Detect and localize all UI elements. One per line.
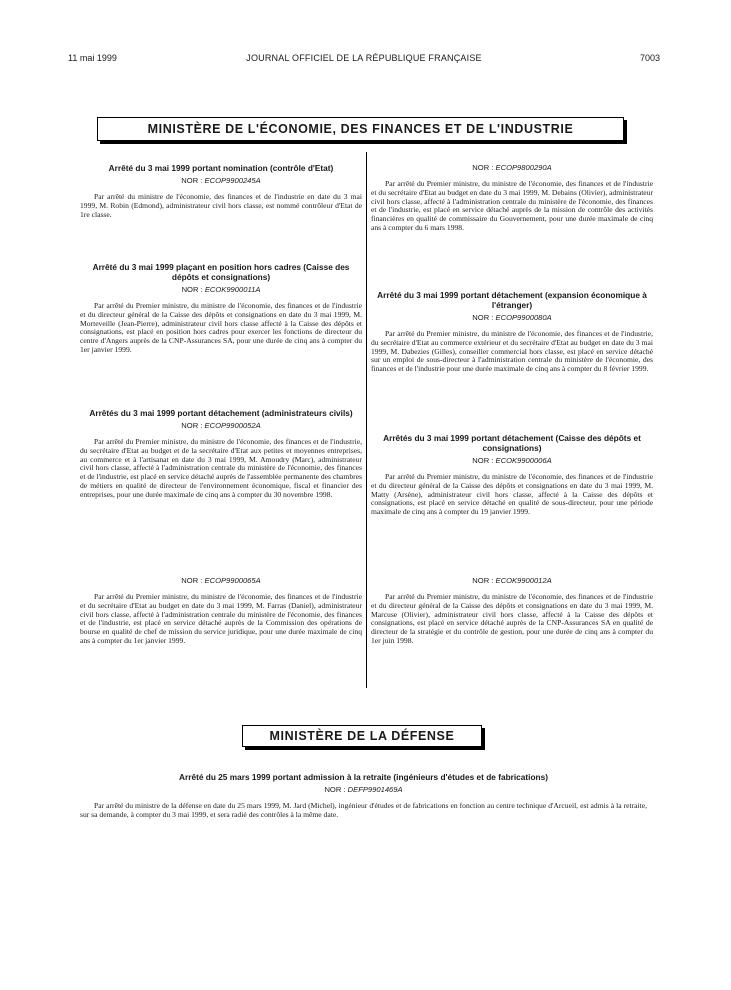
article	[80, 262, 362, 355]
nor-code: ECOK9900012A	[495, 576, 552, 585]
nor-code: ECOP9900080A	[495, 313, 552, 322]
article	[371, 576, 653, 646]
nor-code: ECOP9800290A	[495, 163, 552, 172]
nor-reference: NOR : DEFP9901469A	[324, 785, 403, 794]
article-body: Par arrêté du Premier ministre, du ministre de l'économie, des finances et de l'industrie et du directeur général de la Caisse des dépôts et consignations en date du 3 mai 1999, M. Matty (Arsène), administrateur civil hors classe, affecté à la Caisse des dépôts et consignations, est placé en service détaché en qualité de sous-directeur, pour une période maximale de cinq ans à compter du 19 janvier 1999.	[371, 472, 653, 517]
nor-reference: NOR : ECOK9900006A	[472, 456, 552, 465]
article-body: Par arrêté du Premier ministre, du ministre de l'économie, des finances et de l'industrie et du secrétaire d'Etat au budget en date du 3 mai 1999, M. Farras (Daniel), administrateur civil hors classe, affecté à l'administration centrale du ministère de l'économie, des finances et de l'industrie, est placé en service détaché auprès de la Commission des opérations de bourse en qualité de chef de mission du service juridique, pour une durée maximale de cinq ans à compter du 1er janvier 1999.	[80, 592, 362, 645]
nor-code: ECOK9900006A	[495, 456, 552, 465]
article	[371, 290, 653, 374]
nor-reference: NOR : ECOK9900012A	[472, 576, 552, 585]
nor-reference: NOR : ECOP9900052A	[181, 421, 261, 430]
nor-reference: NOR : ECOP9900080A	[472, 313, 552, 322]
article	[371, 163, 653, 233]
nor-code: ECOP9900052A	[204, 421, 261, 430]
issue-date: 11 mai 1999	[68, 53, 117, 63]
nor-reference: NOR : ECOP9900245A	[181, 176, 261, 185]
ministry-heading-label: MINISTÈRE DE LA DÉFENSE	[269, 729, 455, 743]
ministry-heading-defense	[242, 725, 482, 747]
article-title: Arrêtés du 3 mai 1999 portant détachement (Caisse des dépôts et consignations)	[383, 433, 641, 453]
nor-reference: NOR : ECOP9900065A	[181, 576, 261, 585]
journal-title: JOURNAL OFFICIEL DE LA RÉPUBLIQUE FRANÇAISE	[246, 53, 482, 63]
article-body: Par arrêté du Premier ministre, du ministre de l'économie, des finances et de l'industrie, du secrétaire d'Etat au budget et de la secrétaire d'Etat aux petites et moyennes entreprises, au commerce et à l'artisanat en date du 3 mai 1999, M. Amoudry (Marc), administrateur civil hors classe, affecté à l'administration centrale du ministère de l'économie, des finances et de l'industrie, est placé en service détaché auprès de l'assemblée permanente des chambres de métiers en qualité de directeur de l'environnement économique, fiscal et financier des entreprises, pour une durée maximale de cinq ans à compter du 30 novembre 1998.	[80, 437, 362, 499]
article-body: Par arrêté du Premier ministre, du ministre de l'économie, des finances et de l'industrie, du secrétaire d'Etat au commerce extérieur et du secrétaire d'Etat au budget en date du 3 mai 1999, M. Dabezies (Gilles), conseiller commercial hors classe, est placé en service détaché sur un emploi de sous-directeur à l'administration centrale du ministère de l'économie, des finances et de l'industrie pour une durée maximale de cinq ans à compter du 8 février 1999.	[371, 329, 653, 374]
column-divider	[366, 152, 367, 688]
article-body: Par arrêté du ministre de la défense en date du 25 mars 1999, M. Jard (Michel), ingénieur d'études et de fabrications en fonction au centre technique d'Arcueil, est admis à la retraite, sur sa demande, à compter du 3 mai 1999, et sera radié des contrôles à la même date.	[80, 801, 647, 819]
nor-reference: NOR : ECOK9900011A	[181, 285, 261, 294]
article	[80, 576, 362, 646]
article-body: Par arrêté du Premier ministre, du ministre de l'économie, des finances et de l'industrie et du secrétaire d'Etat au budget en date du 3 mai 1999, M. Debains (Olivier), administrateur civil hors classe, affecté à l'administration centrale du ministère de l'économie, des finances et de l'industrie, est placé en service détaché auprès de la mission de contrôle des activités financières en qualité de commissaire du Gouvernement, pour une durée maximale de cinq ans à compter du 6 mars 1998.	[371, 179, 653, 232]
article-body: Par arrêté du Premier ministre, du ministre de l'économie, des finances et de l'industrie et du directeur général de la Caisse des dépôts et consignations en date du 3 mai 1999, M. Morteveille (Jean-Pierre), administrateur civil hors classe affecté à la Caisse des dépôts et consignations, est placé en position hors cadres pour exercer les fonctions de directeur du centre d'Angers auprès de la CNP-Assurances SA, pour une durée de cinq ans à compter du 1er janvier 1999.	[80, 301, 362, 354]
nor-code: ECOK9900011A	[204, 285, 261, 294]
article-title: Arrêté du 3 mai 1999 portant nomination (contrôle d'Etat)	[108, 163, 334, 173]
article-title: Arrêté du 25 mars 1999 portant admission à la retraite (ingénieurs d'études et de fabrications)	[179, 772, 548, 782]
nor-code: ECOP9900065A	[204, 576, 261, 585]
article-title: Arrêtés du 3 mai 1999 portant détachement (administrateurs civils)	[89, 408, 353, 418]
article-title: Arrêté du 3 mai 1999 plaçant en position hors cadres (Caisse des dépôts et consignations)	[92, 262, 350, 282]
article-title: Arrêté du 3 mai 1999 portant détachement (expansion économique à l'étranger)	[377, 290, 647, 310]
nor-code: DEFP9901469A	[347, 785, 403, 794]
page-header	[68, 53, 660, 65]
article-body: Par arrêté du ministre de l'économie, des finances et de l'industrie en date du 3 mai 1999, M. Robin (Edmond), administrateur civil hors classe, est nommé contrôleur d'Etat de 1re classe.	[80, 192, 362, 219]
article	[371, 433, 653, 517]
article-defense	[80, 772, 647, 820]
article-body: Par arrêté du Premier ministre, du ministre de l'économie, des finances et de l'industrie et du directeur général de la Caisse des dépôts et consignations en date du 3 mai 1999, M. Marcuse (Olivier), administrateur civil hors classe, affecté à la Caisse des dépôts et consignations, est placé en service détaché auprès de la CNP-Assurances SA en qualité de directeur de la stratégie et du contrôle de gestion, pour une durée de cinq ans à compter du 1er juin 1998.	[371, 592, 653, 645]
ministry-heading-label: MINISTÈRE DE L'ÉCONOMIE, DES FINANCES ET DE L'INDUSTRIE	[147, 122, 574, 136]
article	[80, 163, 362, 219]
ministry-heading-economy	[97, 117, 624, 141]
nor-reference: NOR : ECOP9800290A	[472, 163, 552, 172]
article	[80, 408, 362, 500]
nor-code: ECOP9900245A	[204, 176, 261, 185]
page-number: 7003	[639, 53, 660, 63]
